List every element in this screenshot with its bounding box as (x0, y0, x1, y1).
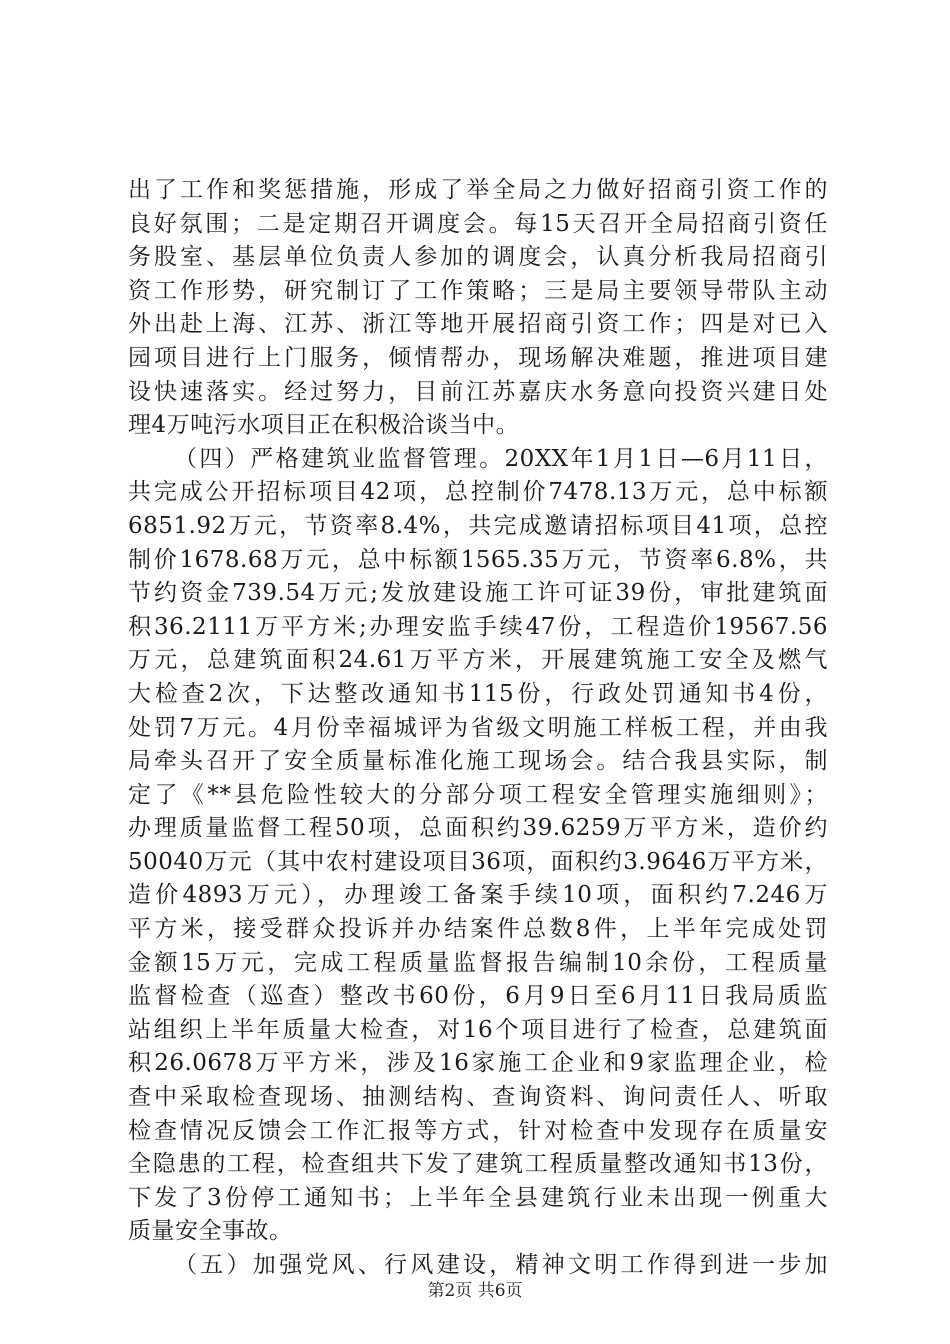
text-line: 制价1678.68万元，总中标额1565.35万元，节资率6.8%，共 (128, 546, 828, 573)
text-line: 共完成公开招标项目42项，总控制价7478.13万元，总中标额 (128, 479, 828, 506)
text-line: 万元，总建筑面积24.61万平方米，开展建筑施工安全及燃气 (128, 647, 828, 674)
text-line: 大检查2次，下达整改通知书115份，行政处罚通知书4份， (128, 680, 828, 707)
text-line: 外出赴上海、江苏、浙江等地开展招商引资工作；四是对已入 (128, 311, 828, 338)
text-line: 平方米，接受群众投诉并办结案件总数8件，上半年完成处罚 (128, 916, 828, 943)
text-line: 资工作形势，研究制订了工作策略；三是局主要领导带队主动 (128, 277, 828, 304)
text-line: 查中采取检查现场、抽测结构、查询资料、询问责任人、听取 (128, 1084, 828, 1111)
text-line: 质量安全事故。 (128, 1218, 293, 1245)
text-line: 50040万元（其中农村建设项目36项，面积约3.9646万平方米， (128, 848, 828, 875)
text-line: 设快速落实。经过努力，目前江苏嘉庆水务意向投资兴建日处 (128, 378, 828, 405)
text-line: 检查情况反馈会工作汇报等方式，针对检查中发现存在质量安 (128, 1117, 828, 1144)
text-line: 全隐患的工程，检查组共下发了建筑工程质量整改通知书13份， (128, 1151, 828, 1178)
text-line: 下发了3份停工通知书；上半年全县建筑行业未出现一例重大 (128, 1184, 828, 1211)
text-line: 理4万吨污水项目正在积极洽谈当中。 (128, 412, 520, 439)
text-line: （五）加强党风、行风建设，精神文明工作得到进一步加 (174, 1252, 828, 1278)
body-text (128, 174, 828, 1283)
page-footer: 第2页 共6页 (427, 1281, 523, 1301)
text-line: 办理质量监督工程50项，总面积约39.6259万平方米，造价约 (128, 815, 828, 842)
text-line: 监督检查（巡查）整改书60份，6月9日至6月11日我局质监 (128, 983, 828, 1010)
text-line: 局牵头召开了安全质量标准化施工现场会。结合我县实际，制 (128, 748, 828, 775)
text-line: 务股室、基层单位负责人参加的调度会，认真分析我局招商引 (128, 244, 828, 271)
text-line: 定了《**县危险性较大的分部分项工程安全管理实施细则》； (128, 781, 828, 808)
text-line: 积26.0678万平方米，涉及16家施工企业和9家监理企业，检 (128, 1050, 828, 1077)
text-line: 处罚7万元。4月份幸福城评为省级文明施工样板工程，并由我 (128, 714, 828, 741)
text-line: 出了工作和奖惩措施，形成了举全局之力做好招商引资工作的 (128, 177, 828, 203)
text-line: 金额15万元，完成工程质量监督报告编制10余份，工程质量 (128, 949, 828, 976)
text-line: 站组织上半年质量大检查，对16个项目进行了检查，总建筑面 (128, 1016, 828, 1043)
text-line: 造价4893万元），办理竣工备案手续10项，面积约7.246万 (128, 882, 828, 909)
text-line: 6851.92万元，节资率8.4%，共完成邀请招标项目41项，总控 (128, 512, 828, 539)
text-line: 园项目进行上门服务，倾情帮办，现场解决难题，推进项目建 (128, 344, 828, 371)
text-line: 积36.2111万平方米;办理安监手续47份，工程造价19567.56 (128, 613, 828, 640)
text-line: 良好氛围；二是定期召开调度会。每15天召开全局招商引资任 (128, 210, 828, 237)
text-line: 节约资金739.54万元;发放建设施工许可证39份，审批建筑面 (128, 580, 828, 607)
text-line: （四）严格建筑业监督管理。20XX年1月1日—6月11日， (174, 445, 828, 472)
